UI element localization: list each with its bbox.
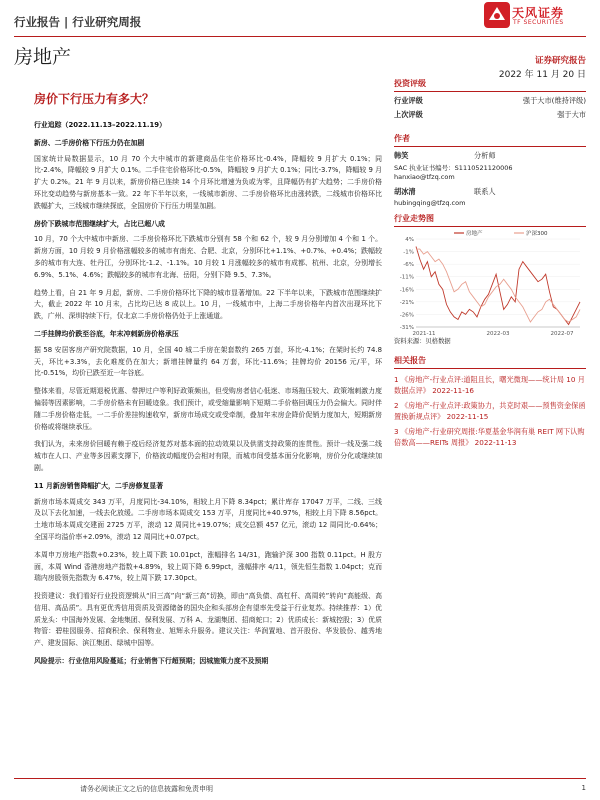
y-tick-label: -6%	[403, 262, 414, 269]
report-subtitle: 房价下行压力有多大？	[34, 92, 155, 106]
related-block	[394, 355, 586, 448]
related-report-link[interactable]: 2 《房地产-行业点评:政策协力，共克时艰——预售资金保函置换新规点评》 2022-11-15	[394, 401, 586, 421]
x-tick-label: 2022-03	[486, 331, 510, 337]
paragraph: 本周申万房地产指数+0.23%，较上周下跌 10.01pct，涨幅排名 14/31，跑输沪深 300 指数 0.11pct。H 股方面，本周 Wind 香港房地产指数+4.89%，较上周下降 6.99pct，涨幅排序 4/11，领先恒生指数 1.04pct；克而瑞内房股领先指数为 6.47%，较上周下跌 17.30pct。	[34, 550, 382, 583]
trend-heading: 行业走势图	[394, 214, 434, 223]
paragraph: 整体来看，尽管近期退税优惠、带押过户等利好政策频出，但受购房者信心低迷、市场拖压较大、政策端刺激力度偏弱等因素影响，二手房价格未有回暖迹象。我们预计，或受缩量影响下短期二手价格回调压力仍会偏大。同时伴随二手房价格走低，一二手价差挂钩速收窄，新房市场成交或受牵制，叠加年末房企降价促销力度加大，短期新房价格或将继续承压。	[34, 387, 382, 431]
related-report-link[interactable]: 1 《房地产-行业点评:道阻且长，曙光微现——统计局 10 月数据点评》 2022-11-16	[394, 375, 585, 395]
author-email[interactable]: hanxiao@tfzq.com	[394, 173, 455, 181]
author-email[interactable]: hubingqing@tfzq.com	[394, 199, 466, 207]
breadcrumb: 行业报告 | 行业研究周报	[14, 15, 142, 29]
main-body	[34, 114, 382, 674]
rating-heading: 投资评级	[394, 79, 426, 88]
series-line	[416, 249, 580, 322]
risk-warning: 风险提示：行业信用风险蔓延；行业销售下行超预期；因城施策力度不及预期	[34, 657, 269, 666]
page-number: 1	[581, 784, 586, 792]
author-2: 胡冰清 联系人	[394, 187, 496, 196]
x-tick-label: 2022-07	[550, 331, 574, 337]
paragraph: 投资建议：我们看好行业投资逻辑从“旧三高”向“新三高”切换，即由“高负债、高杠杆、高周转”转向“高能级、高信用、高品质”。具有更优秀信用资质及资源储备的国央企和头部房企有望率先受益于行业复苏。持续推荐：1）优质龙头：中国海外发展、金地集团、保利发展、万科 A、龙湖集团、招商蛇口；2）优质成长：新城控股；3）优质物管：碧桂园服务、招商积余、保利物业、旭辉永升服务。建议关注：华润置地、首开股份、华发股份、越秀地产、建发国际、滨江集团、绿城中国等。	[34, 592, 382, 648]
author-1: 韩笑 分析师	[394, 151, 496, 160]
author-block: 作者 韩笑 分析师 SAC 执业证书编号：S1110521120006 hanxiao@tfzq.com 胡冰清 联系人 hubingqing@tfzq.com	[394, 133, 586, 207]
report-date: 2022 年 11 月 20 日	[498, 70, 586, 80]
trend-block	[394, 213, 586, 227]
section-heading: 二手挂牌均价跌至谷底，年末冲刺新房价格承压	[34, 329, 179, 338]
logo-subtext: TF SECURITIES	[513, 19, 564, 26]
legend-label: 房地产	[466, 231, 483, 237]
report-type: 证券研究报告	[534, 56, 586, 66]
trend-chart-svg	[394, 227, 586, 347]
footer-rule	[14, 778, 586, 779]
paragraph: 据 58 安居客房产研究院数据，10 月，全国 40 城二手房在架套数约 265 万套，环比-4.1%；在架时长约 74.8 天，环比+3.3%，去化难度仍在加大；新增挂牌量约 64 万套，环比-11.6%；挂牌均价 20156 元/平，环比-0.51%，均价已跌至近一年谷底。	[34, 345, 382, 378]
paragraph: 10 月，70 个大中城市中新房、二手房价格环比下跌城市分别有 58 个和 62 个，较 9 月分别增加 4 个和 1 个。新房方面，10 月较 9 月价格涨幅较多的城市有南充、合肥、北京，分别环比+1.1%、+0.7%、+0.4%；跌幅较多的城市有大连、牡丹江，分别环比-1.2、-1.1%。10 月较 1 月涨幅较多的城市有成都、杭州、北京，分别增长 6.9%、5.1%、4.6%；跌幅较多的城市有北海、岳阳，分别下降 9.5、7.3%。	[34, 235, 382, 279]
x-tick-label: 2021-11	[412, 331, 436, 337]
page-title: 房地产	[14, 46, 72, 68]
rating-block	[394, 78, 586, 120]
trend-chart	[394, 227, 586, 347]
y-tick-label: -26%	[399, 312, 414, 319]
company-logo	[484, 2, 590, 30]
section-heading: 11 月新房销售降幅扩大，二手房修复显著	[34, 481, 164, 490]
y-tick-label: -31%	[399, 325, 414, 331]
y-tick-label: -16%	[399, 287, 414, 294]
y-tick-label: 4%	[405, 237, 414, 243]
logo-icon	[484, 2, 510, 28]
paragraph: 趋势上看，自 21 年 9 月起，新房、二手房价格环比下降的城市显著增加。22 下半年以来，下跌城市范围继续扩大，截止 2022 年 10 月末，占比均已达 8 成以上。10 月，一线城市中，上海二手房价格年内首次出现环比下跌，广州、深圳持续下行，仅北京二手房价格仍处于上涨通道。	[34, 288, 382, 321]
section-heading: 新房、二手房价格下行压力仍在加剧	[34, 138, 145, 147]
period-heading: 行业追踪（2022.11.13–2022.11.19）	[34, 121, 166, 129]
paragraph: 国家统计局数据显示，10 月 70 个大中城市的新建商品住宅价格环比-0.4%，降幅较 9 月扩大 0.1%；同比-2.4%，降幅较 9 月扩大 0.1%。二手住宅价格环比-0.5%，降幅较 9 月扩大 0.1%；同比-3.7%，降幅较 9 月扩大 0.2%。21 年 9 月以来，新房价格已连续 14 个月环比增速为负或为零，且降幅仍有扩大趋势；二手房价格环比变动趋势与新房基本一致。22 年下半年以来，一线城市新房、二手房价格环比由涨转跌，二线城市价格环比跌幅扩大，三线城市继续探底，全国房价下行压力明显加剧。	[34, 154, 382, 210]
related-report-link[interactable]: 3 《房地产-行业研究周报:华夏基金华润有巢 REIT 网下认购倍数高——REITs 周报》 2022-11-13	[394, 427, 585, 447]
y-tick-label: -21%	[399, 299, 414, 306]
logo-text: 天风证券	[512, 6, 565, 20]
related-heading: 相关报告	[394, 356, 426, 365]
chart-source: 资料来源：贝格数据	[394, 338, 451, 345]
previous-rating: 上次评级 强于大市	[394, 110, 586, 119]
disclaimer: 请务必阅读正文之后的信息披露和免责申明	[80, 785, 213, 793]
legend-label: 沪深300	[526, 231, 548, 237]
y-tick-label: -1%	[403, 249, 414, 256]
y-tick-label: -11%	[399, 274, 414, 281]
paragraph: 新房市场本周成交 343 万平，月度同比-34.10%，相较上月下降 8.34pct；累计库存 17047 万平，二线、三线及以下去化加速，一线去化放缓。二手房市场本周成交 153 万平，月度同比+40.97%，相较上月下降 8.56pct。土地市场本周成交建面 2725 万平，滚动 12 周同比+19.07%；成交总额 457 亿元，滚动 12 周同比-0.64%；全国平均溢价率+2.09%，滚动 12 周同比+0.07pct。	[34, 497, 382, 541]
author-heading: 作者	[394, 134, 410, 143]
paragraph: 我们认为，未来房价回暖有赖于疫后经济复苏对基本面的拉动效果以及供需支持政策的连贯性。预计一线及强二线城市在人口、产业等多因素支撑下，价格波动幅度仍会相对有限，而城市间受基本面分化影响，房价分化或继续加剧。	[34, 440, 382, 472]
section-heading: 房价下跌城市范围继续扩大，占比已超八成	[34, 219, 165, 228]
industry-rating: 行业评级 强于大市(维持评级)	[394, 96, 586, 105]
header-rule	[14, 36, 586, 37]
